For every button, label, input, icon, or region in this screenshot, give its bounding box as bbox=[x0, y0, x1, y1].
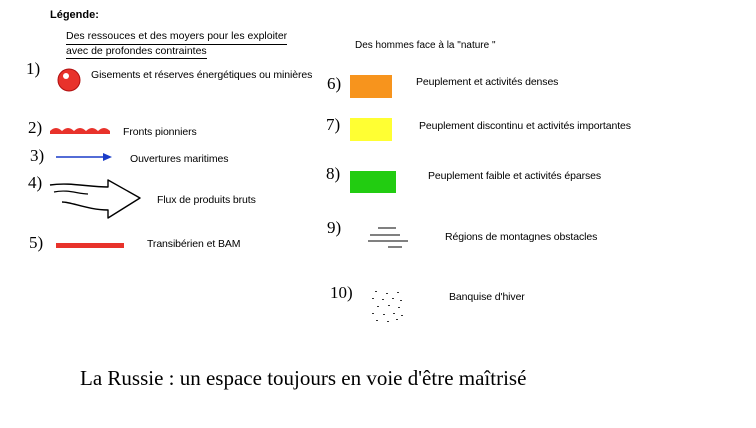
item-3-number: 3) bbox=[30, 146, 45, 165]
item-6-number: 6) bbox=[327, 74, 342, 93]
item-6-label: Peuplement et activités denses bbox=[416, 76, 559, 88]
dense-swatch-icon bbox=[348, 73, 396, 101]
item-5-label: Transibérien et BAM bbox=[147, 238, 241, 250]
section-population-heading: Des hommes face à la "nature " bbox=[355, 40, 496, 51]
item-8-label: Peuplement faible et activités éparses bbox=[428, 170, 602, 182]
deposit-icon bbox=[55, 66, 85, 96]
section-resources-line2: avec de profondes contraintes bbox=[66, 45, 207, 57]
pack-ice-icon bbox=[368, 288, 408, 326]
flow-arrow-icon bbox=[48, 178, 146, 222]
item-2-number: 2) bbox=[28, 118, 43, 137]
railway-line-icon bbox=[54, 242, 126, 250]
section-resources-heading bbox=[66, 30, 287, 59]
item-7-label: Peuplement discontinu et activités importantes bbox=[419, 120, 631, 132]
item-2-label: Fronts pionniers bbox=[123, 126, 197, 138]
maritime-arrow-icon bbox=[54, 152, 114, 162]
item-4-label: Flux de produits bruts bbox=[157, 194, 256, 206]
item-3-label: Ouvertures maritimes bbox=[130, 153, 229, 165]
pioneer-front-icon bbox=[48, 122, 114, 136]
mountain-hatch-icon bbox=[366, 225, 412, 255]
item-8-number: 8) bbox=[326, 164, 341, 183]
item-7-number: 7) bbox=[326, 115, 341, 134]
legend-title: Légende: bbox=[50, 9, 99, 21]
section-resources-line1: Des ressouces et des moyers pour les exploiter bbox=[66, 30, 287, 45]
item-1-label: Gisements et réserves énergétiques ou minières bbox=[91, 69, 313, 81]
item-9-number: 9) bbox=[327, 218, 342, 237]
item-9-label: Régions de montagnes obstacles bbox=[445, 231, 598, 243]
item-5-number: 5) bbox=[29, 233, 44, 252]
item-10-label: Banquise d'hiver bbox=[449, 291, 525, 303]
item-4-number: 4) bbox=[28, 173, 43, 192]
item-1-number: 1) bbox=[26, 59, 41, 78]
map-title: La Russie : un espace toujours en voie d'être maîtrisé bbox=[80, 366, 527, 390]
item-10-number: 10) bbox=[330, 283, 353, 302]
sparse-swatch-icon bbox=[348, 168, 400, 196]
discontinuous-swatch-icon bbox=[348, 116, 396, 144]
